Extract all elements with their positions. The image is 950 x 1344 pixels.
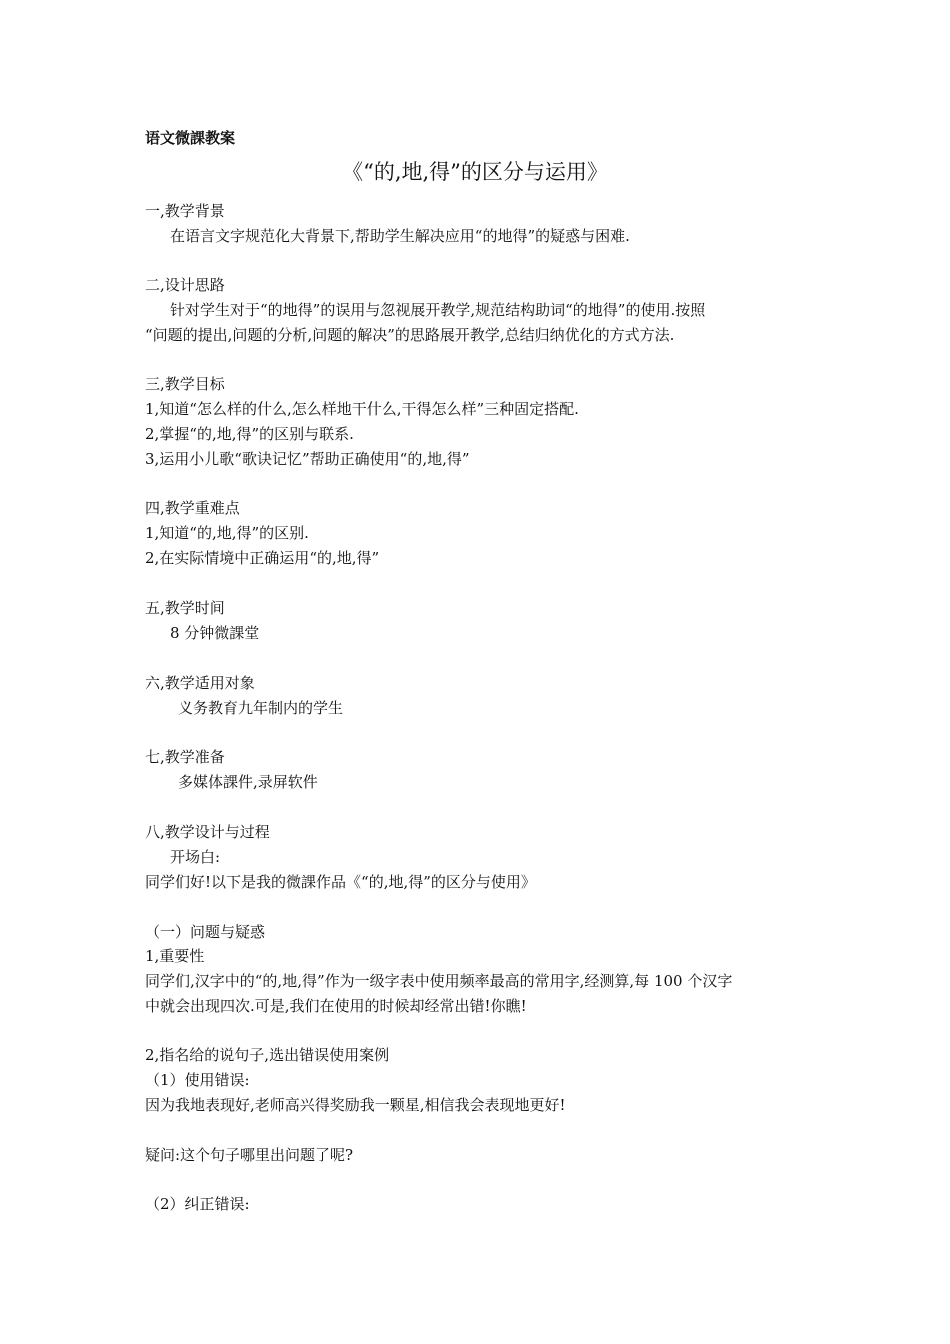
section-body-background: 在语言文字规范化大背景下,帮助学生解决应用“的地得”的疑惑与困难.: [170, 227, 630, 245]
goal-item: 2,掌握“的,地,得”的区别与联系.: [145, 425, 354, 443]
section-heading-prep: 七,教学准备: [145, 748, 225, 766]
question-text: 疑问:这个句子哪里出问题了呢?: [145, 1146, 354, 1164]
section-body-prep: 多媒体課件,录屏软件: [178, 773, 318, 791]
point1-heading: 1,重要性: [145, 947, 205, 965]
goal-item: 3,运用小儿歌“歌诀记忆”帮助正确使用“的,地,得”: [145, 450, 470, 468]
section-body-audience: 义务教育九年制内的学生: [178, 699, 344, 717]
keypoint-item: 1,知道“的,地,得”的区别.: [145, 524, 309, 542]
correct-label: （2）纠正错误:: [145, 1195, 250, 1213]
section-heading-audience: 六,教学适用对象: [145, 674, 255, 692]
point1-text-line2: 中就会出现四次.可是,我们在使用的时候却经常出错!你瞧!: [145, 997, 527, 1015]
section-heading-goals: 三,教学目标: [145, 375, 225, 393]
section-heading-design: 二,设计思路: [145, 276, 225, 294]
section-body-time: 8 分钟微課堂: [170, 624, 260, 642]
keypoint-item: 2,在实际情境中正确运用“的,地,得”: [145, 549, 380, 567]
part1-heading: （一）问题与疑惑: [145, 923, 266, 941]
error-sentence: 因为我地表现好,老师高兴得奖励我一颗星,相信我会表现地更好!: [145, 1096, 566, 1114]
doc-label: 语文微課教案: [145, 129, 236, 147]
section-heading-time: 五,教学时间: [145, 599, 225, 617]
section-heading-process: 八,教学设计与过程: [145, 823, 270, 841]
point1-text-line1: 同学们,汉字中的“的,地,得”作为一级字表中使用频率最高的常用字,经测算,每 100 个汉字: [145, 972, 733, 990]
section-body-design-line2: “问题的提出,问题的分析,问题的解决”的思路展开教学,总结归纳优化的方式方法.: [145, 326, 675, 344]
section-body-design-line1: 针对学生对于“的地得”的误用与忽视展开教学,规范结构助词“的地得”的使用.按照: [170, 301, 706, 319]
opening-text: 同学们好!以下是我的微課作品《“的,地,得”的区分与使用》: [145, 873, 536, 891]
opening-label: 开场白:: [170, 848, 221, 866]
goal-item: 1,知道“怎么样的什么,怎么样地干什么,干得怎么样”三种固定搭配.: [145, 400, 579, 418]
doc-title: 《“的,地,得”的区分与运用》: [342, 160, 608, 184]
point2-heading: 2,指名给的说句子,选出错误使用案例: [145, 1046, 390, 1064]
section-heading-keypoints: 四,教学重难点: [145, 499, 240, 517]
error-label: （1）使用错误:: [145, 1071, 250, 1089]
section-heading-background: 一,教学背景: [145, 202, 225, 220]
